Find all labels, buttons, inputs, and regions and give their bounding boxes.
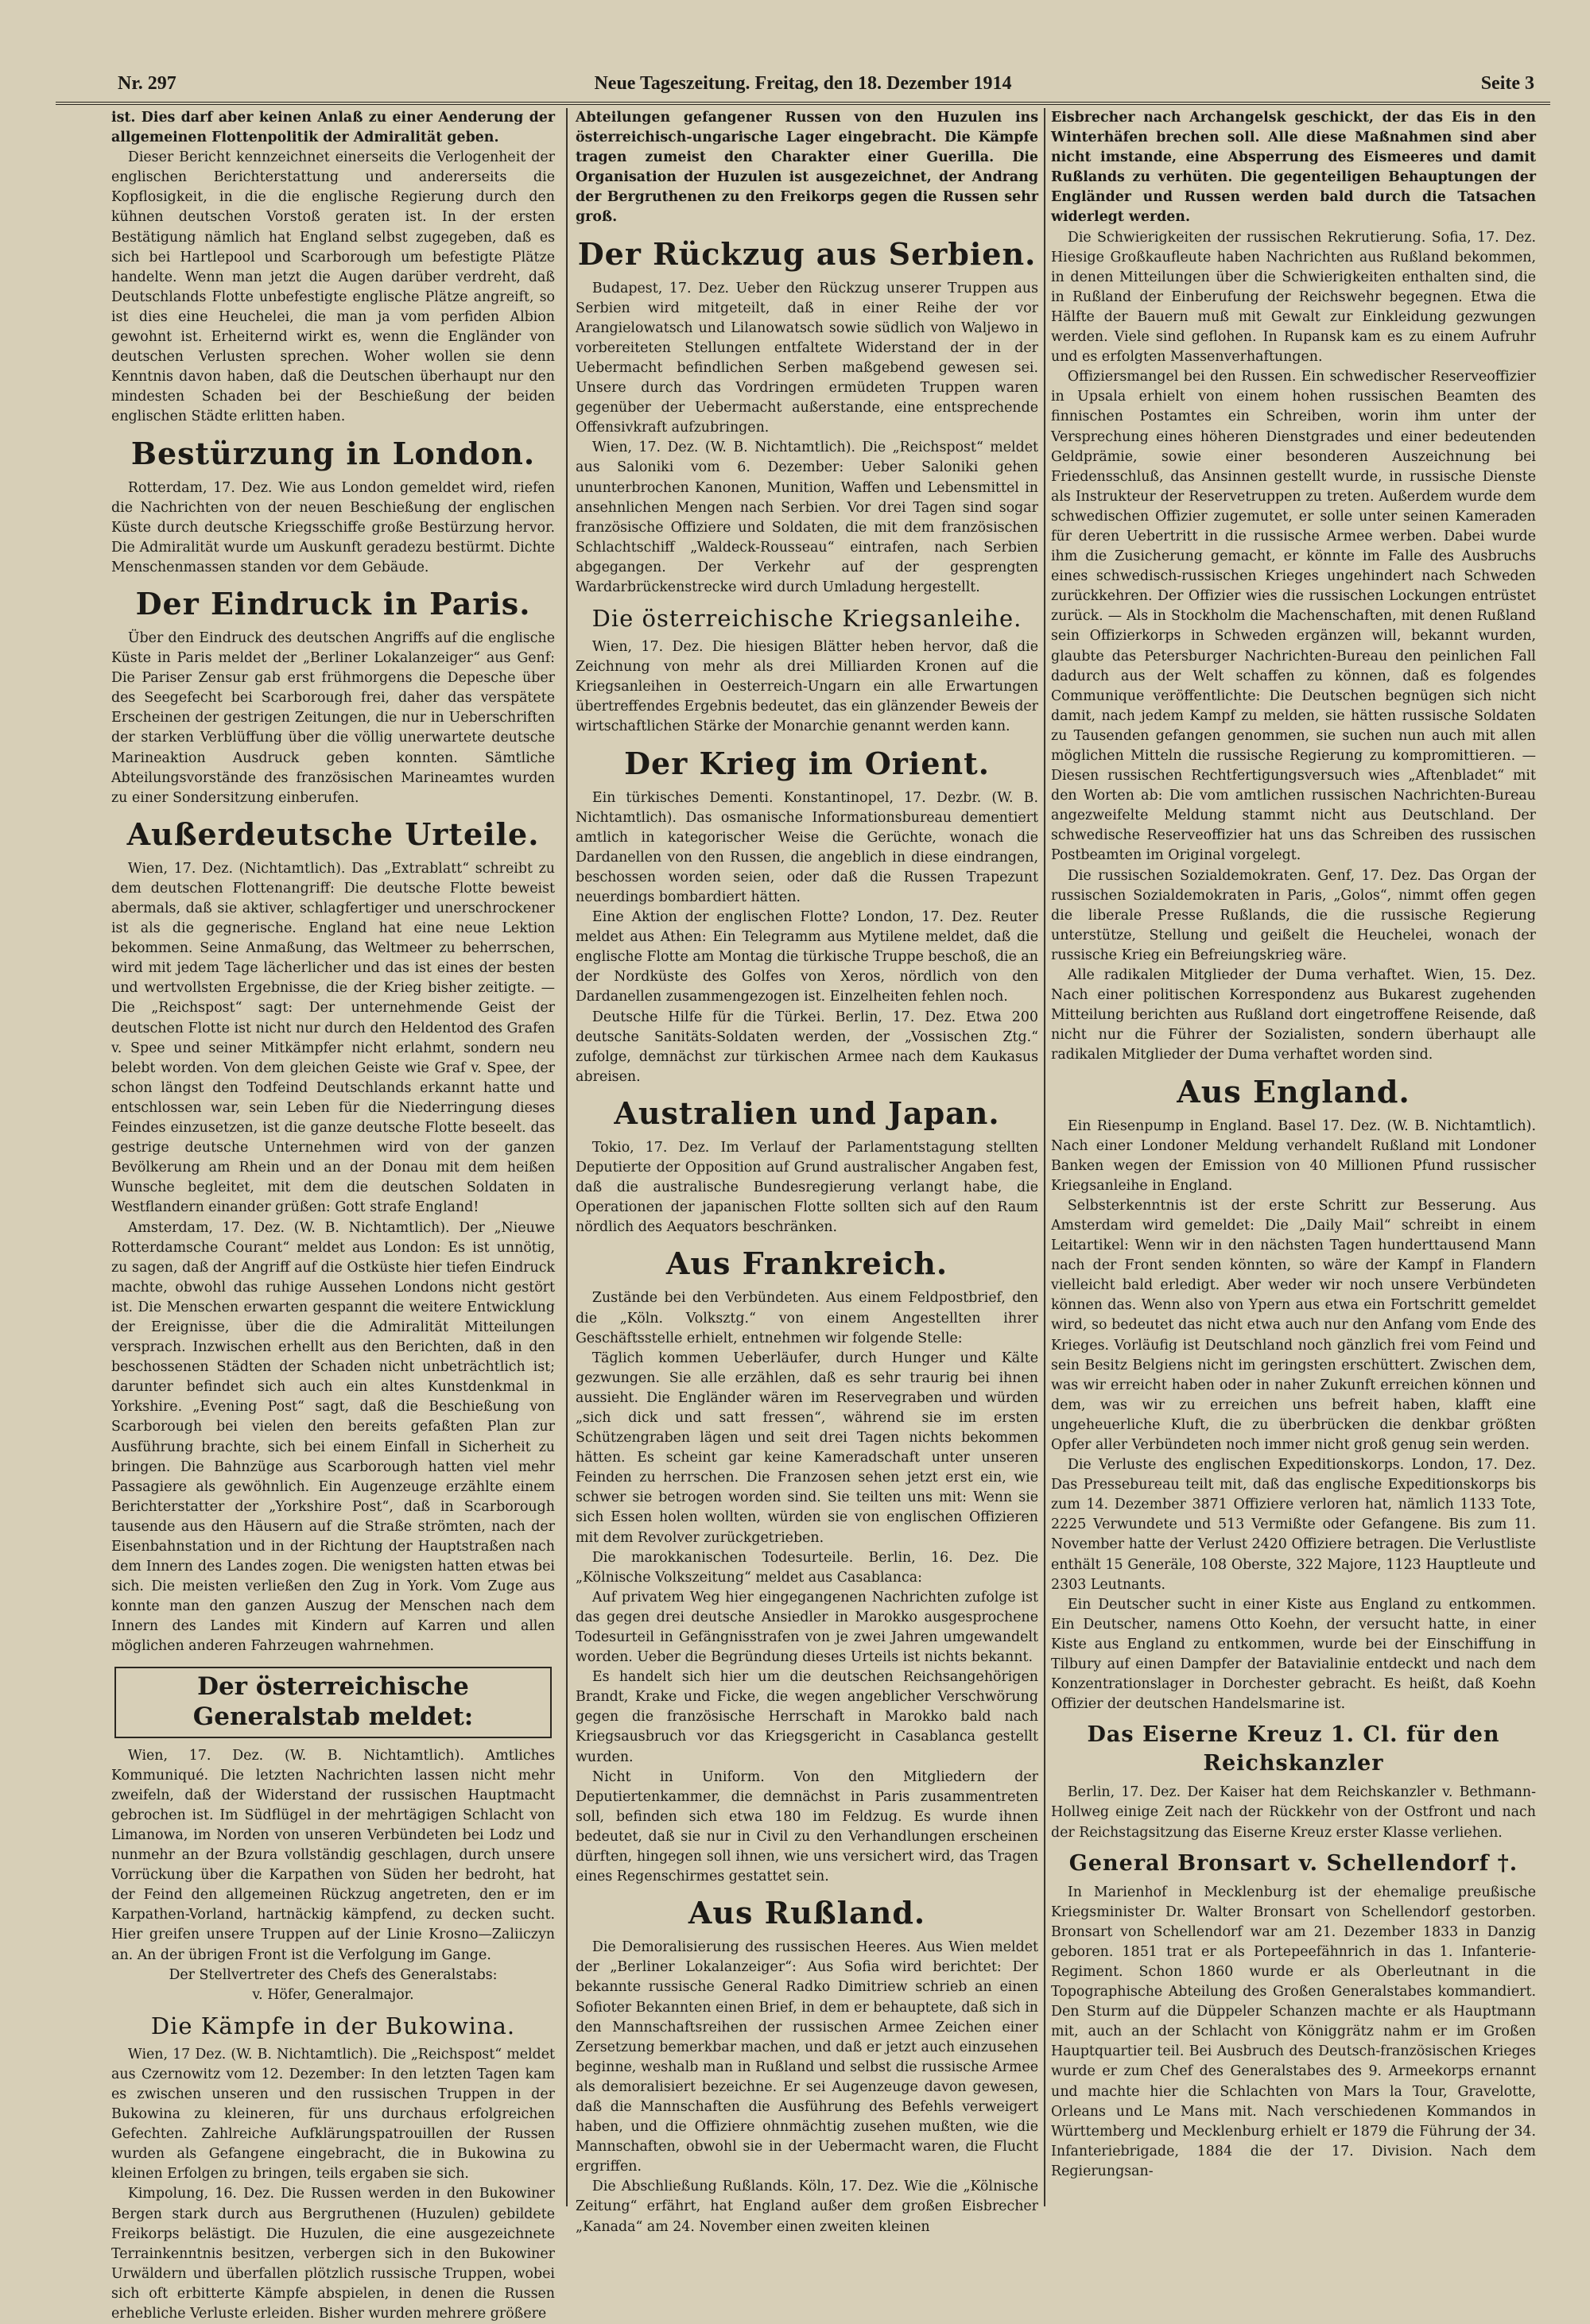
headline-serbien: Der Rückzug aus Serbien. (577, 235, 1037, 272)
article-paragraph: Kimpolung, 16. Dez. Die Russen werden in den Bukowiner Bergen stark durch aus Bergruthenen (Huzulen) gebildete Freikorps belästigt. Die Huzulen, die eine ausgezeichnete Terrainkenntnis besitzen, verbergen sich in den Bukowiner Urwäldern und überfallen plötzlich russische Truppen, wobei sich oft erbitterte Kämpfe abspielen, in denen die Russen erhebliche Verluste erleiden. Bisher wurden mehrere größere (111, 2186, 555, 2322)
article-paragraph: Zustände bei den Verbündeten. Aus einem Feldpostbrief, den die „Köln. Volksztg.“ von einem Angestellten ihrer Geschäftsstelle erhielt, entnehmen wir folgende Stelle: (576, 1290, 1038, 1346)
headline-london: Bestürzung in London. (130, 435, 536, 471)
article-paragraph: Eine Aktion der englischen Flotte? London, 17. Dez. Reuter meldet aus Athen: Ein Telegramm aus Mytilene meldet, daß die englische Flotte am Montag die türkische Truppe beschoß, die an der Nordküste des Golfes von Xeros, nördlich von den Dardanellen zusammengezogen ist. Einzelheiten fehlen noch. (576, 909, 1038, 1005)
article-paragraph: Auf privatem Weg hier eingegangenen Nachrichten zufolge ist das gegen drei deutsche Ansiedler in Marokko ausgesprochene Todesurteil in Gefängnisstrafen von je zwei Jahren umgewandelt worden. Ueber die Begründung dieses Urteils ist nichts bekannt. (576, 1589, 1038, 1666)
article-paragraph: In Marienhof in Mecklenburg ist der ehemalige preußische Kriegsminister Dr. Walter Bronsart von Schellendorf gestorben. Bronsart von Schellendorf war am 21. Dezember 1833 in Danzig geboren. 1851 trat er als Portepeefähnrich in das 1. Infanterie-Regiment. Schon 1860 wurde er als Oberleutnant in die Topographische Abteilung des Großen Generalstabes kommandiert. Den Sturm auf die Düppeler Schanzen machte er als Hauptmann mit, auch an der Schlacht von Königgrätz nahm er im Großen Hauptquartier teil. Bei Ausbruch des Deutsch-französischen Krieges wurde er zum Chef des Generalstabes des 9. Armeekorps ernannt und machte hier die Schlachten von Mars la Tour, Gravelotte, Orleans und Le Mans mit. Nach verschiedenen Kommandos in Württemberg und Mecklenburg erhielt er 1879 die Führung der 34. Infanteriebrigade, 1884 die der 17. Division. Nach dem Regierungsan- (1051, 1884, 1536, 2179)
headline-bukowina: Die Kämpfe in der Bukowina. (150, 2012, 516, 2039)
article-paragraph: Eisbrecher nach Archangelsk geschickt, der das Eis in den Winterhäfen brechen soll. Alle diese Maßnahmen sind aber nicht imstande, eine Absperrung des Eismeeres und damit Rußlands zu verhüten. Die gegenteiligen Behauptungen der Engländer und Russen werden bald durch die Tatsachen widerlegt werden. (1051, 110, 1536, 226)
article-paragraph: Rotterdam, 17. Dez. Wie aus London gemeldet wird, riefen die Nachrichten von der neuen Beschießung der englischen Küste durch deutsche Kriegsschiffe große Bestürzung hervor. Die Admiralität wurde um Auskunft geradezu bestürmt. Dichte Menschenmassen standen vor dem Gebäude. (111, 479, 555, 575)
column-3 (1051, 108, 1536, 2214)
article-paragraph: Ein türkisches Dementi. Konstantinopel, 17. Dezbr. (W. B. Nichtamtlich). Das osmanische Informationsbureau dementiert amtlich in kategorischer Weise die Gerüchte, wonach die Dardanellen von den Russen, die angeblich in diese eindrangen, beschossen worden seien, oder daß die Russen Trapezunt neuerdings bombardiert hätten. (576, 789, 1038, 905)
article-paragraph: ist. Dies darf aber keinen Anlaß zu einer Aenderung der allgemeinen Flottenpolitik der Admiralität geben. (111, 110, 555, 146)
article-paragraph: Ein Riesenpump in England. Basel 17. Dez. (W. B. Nichtamtlich). Nach einer Londoner Meldung verhandelt Rußland mit Londoner Banken wegen der Emission von 40 Millionen Pfund russischer Kriegsanleihe in England. (1051, 1117, 1536, 1194)
article-paragraph: Wien, 17. Dez. Die hiesigen Blätter heben hervor, daß die Zeichnung von mehr als drei Milliarden Kronen auf die Kriegsanleihen in Oesterreich-Ungarn ein alle Erwartungen übertreffendes Ergebnis bedeutet, das ein glänzender Beweis der wirtschaftlichen Stärke der Monarchie genannt werden kann. (576, 639, 1038, 735)
generalstab-box-title: Der österreichische Generalstab meldet: (114, 1667, 552, 1738)
headline-urteile: Außerdeutsche Urteile. (126, 815, 540, 852)
article-paragraph: Nicht in Uniform. Von den Mitgliedern der Deputiertenkammer, die demnächst in Paris zusammentreten soll, befinden sich etwa 180 im Feldzug. Es wurde ihnen bedeutet, daß sie nur in Civil zu den Verhandlungen erscheinen dürften, hingegen soll ihnen, wie uns versichert wird, das Tragen eines Regenschirmes gestattet sein. (576, 1768, 1038, 1885)
article-paragraph: Die Abschließung Rußlands. Köln, 17. Dez. Wie die „Kölnische Zeitung“ erfährt, hat England außer dem großen Eisbrecher „Kanada“ am 24. November einen zweiten kleinen (576, 2179, 1038, 2235)
headline-england: Aus England. (1177, 1073, 1410, 1110)
column-1 (111, 108, 555, 2322)
column-rule (1044, 108, 1045, 2206)
article-paragraph: Ein Deutscher sucht in einer Kiste aus England zu entkommen. Ein Deutscher, namens Otto Koehn, der versucht hatte, in einer Kiste aus England zu entkommen, wurde bei der Einschiffung in Tilbury auf einen Dampfer der Batavialinie entdeckt und nach dem Konzentrationslager in Dorchester gebracht. Es heißt, daß Koehn Offizier der deutschen Handelsmarine ist. (1051, 1596, 1536, 1713)
signature-line: Der Stellvertreter des Chefs des Generalstabs: (169, 1966, 498, 1983)
article-paragraph: Amsterdam, 17. Dez. (W. B. Nichtamtlich). Der „Nieuwe Rotterdamsche Courant“ meldet aus London: Es ist unnötig, zu sagen, daß der Angriff auf die Ostküste hier tiefen Eindruck machte, obwohl das ruhige Aussehen Londons nicht gestört ist. Die Menschen erwarten gespannt die weitere Entwicklung der Ereignisse, über die die Admiralität Mitteilungen versprach. Inzwischen erhellt aus den Berichten, daß in den beschossenen Städten der Schaden nicht unbeträchtlich ist; darunter befindet sich auch ein altes Kunstdenkmal in Yorkshire. „Evening Post“ sagt, daß die Beschießung von Scarborough bei vielen den bereits gefaßten Plan zur Ausführung brachte, sich bei einem Einfall in Sicherheit zu bringen. Die Bahnzüge aus Scarborough hatten viel mehr Passagiere als gewöhnlich. Ein Augenzeuge erzählte einem Berichterstatter der „Yorkshire Post“, daß in Scarborough tausende aus den Häusern auf die Straße strömten, nach der Eisenbahnstation und in der Richtung der Hauptstraßen nach dem Innern des Landes zogen. Die wenigsten hatten etwas bei sich. Die meisten verließen den Zug in York. Vom Zuge aus konnte man den ganzen Auszug der Menschen nach dem Innern des Landes mit Kindern auf Karren und allen möglichen anderen Fahrzeugen wahrnehmen. (111, 1219, 555, 1655)
article-paragraph: Über den Eindruck des deutschen Angriffs auf die englische Küste in Paris meldet der „Berliner Lokalanzeiger“ aus Genf: Die Pariser Zensur gab erst frühmorgens die Depesche über des Seegefecht bei Scarborough frei, daher das verspätete Erscheinen der gestrigen Zeitungen, die nur in Ueberschriften der starken Verblüffung über die völlig unerwartete deutsche Marineaktion Ausdruck geben konnten. Sämtliche Abteilungsvorstände des französischen Marineamtes wurden zu einer Sondersitzung einberufen. (111, 629, 555, 806)
article-paragraph: Die Verluste des englischen Expeditionskorps. London, 17. Dez. Das Pressebureau teilt mit, daß das englische Expeditionskorps bis zum 14. Dezember 3871 Offiziere verloren hat, nämlich 1133 Tote, 2225 Verwundete und 513 Vermißte oder Gefangene. Bis zum 11. November hatte der Verlust 2420 Offiziere betragen. Die Verlustliste enthält 15 Generäle, 108 Oberste, 322 Majore, 1123 Hauptleute und 2303 Leutnants. (1051, 1457, 1536, 1593)
article-paragraph: Die russischen Sozialdemokraten. Genf, 17. Dez. Das Organ der russischen Sozialdemokraten in Paris, „Golos“, nimmt offen gegen die liberale Presse Rußlands, die die russische Regierung unterstütze, Stellung und geißelt die Heuchelei, wonach der russische Krieg ein Befreiungskrieg wäre. (1051, 867, 1536, 963)
article-paragraph: Wien, 17. Dez. (W. B. Nichtamtlich). Amtliches Kommuniqué. Die letzten Nachrichten lassen nicht mehr zweifeln, daß der Widerstand der russischen Hauptmacht gebrochen ist. Im Südflügel in der mehrtägigen Schlacht von Limanowa, im Norden von unseren Verbündeten bei Lodz und nunmehr an der Bzura vollständig geschlagen, durch unsere Vorrückung über die Karpathen von Süden her bedroht, hat der Feind den allgemeinen Rückzug angetreten, den er im Karpathen-Vorland, hartnäckig kämpfend, zu decken sucht. Hier greifen unsere Truppen auf der Linie Krosno—Zaliiczyn an. An der übrigen Front ist die Verfolgung im Gange. (111, 1747, 555, 1963)
article-paragraph: Deutsche Hilfe für die Türkei. Berlin, 17. Dez. Etwa 200 deutsche Sanitäts-Soldaten werden, der „Vossischen Ztg.“ zufolge, demnächst zur türkischen Armee nach dem Kaukasus abreisen. (576, 1009, 1038, 1085)
article-paragraph: Wien, 17 Dez. (W. B. Nichtamtlich). Die „Reichspost“ meldet aus Czernowitz vom 12. Dezember: In den letzten Tagen kam es zwischen unseren und den russischen Truppen in der Bukowina zu kleineren, für uns durchaus erfolgreichen Gefechten. Zahlreiche Aufklärungspatrouillen der Russen wurden als Gefangene eingebracht, die in Bukowina zu kleinen Erfolgen zu bringen, teils ergaben sie sich. (111, 2046, 555, 2183)
issue-number: Nr. 297 (118, 73, 176, 94)
headline-japan: Australien und Japan. (614, 1094, 1000, 1131)
article-paragraph: Wien, 17. Dez. (W. B. Nichtamtlich). Die „Reichspost“ meldet aus Saloniki vom 6. Dezember: Ueber Saloniki gehen ununterbrochen Kanonen, Munition, Waffen und Lebensmittel in ansehnlichen Mengen nach Serbien. Vor drei Tagen sind sogar französische Offiziere und Soldaten, die mit dem französischen Schlachtschiff „Waldeck-Rousseau“ eintrafen, nach Serbien abgegangen. Der Verkehr auf der gesprengten Wardarbrückenstrecke wird durch Umladung hergestellt. (576, 440, 1038, 595)
headline-russland: Aus Rußland. (688, 1895, 926, 1931)
headline-orient: Der Krieg im Orient. (624, 745, 990, 781)
column-rule (566, 108, 568, 2206)
headline-kriegsanleihe: Die österreichische Kriegsanleihe. (591, 605, 1022, 633)
article-paragraph: Die Demoralisierung des russischen Heeres. Aus Wien meldet der „Berliner Lokalanzeiger“: Aus Sofia wird berichtet: Der bekannte russische General Radko Dimitriew schrieb an einen Sofioter Bekannten einen Brief, in dem er behauptete, daß sich in den Mannschaftsreihen der russischen Armee Zeichen einer Zersetzung bemerkbar machen, und daß er jetzt auch einzusehen beginne, weshalb man in Rußland und selbst die russische Armee als demoralisiert bezeichne. Er sei Augenzeuge davon gewesen, daß die Mannschaften die Ausführung des Befehls verweigert haben, und die Offiziere ohnmächtig zusehen mußten, wie die Mannschaften, obwohl sie in der Uebermacht waren, die Flucht ergriffen. (576, 1939, 1038, 2175)
article-paragraph: Selbsterkenntnis ist der erste Schritt zur Besserung. Aus Amsterdam wird gemeldet: Die „Daily Mail“ schreibt in einem Leitartikel: Wenn wir in den nächsten Tagen hunderttausend Mann nach der Front senden könnten, so wäre der Kampf in Flandern vielleicht bald erledigt. Aber weder wir noch unsere Verbündeten können das. Wenn also von Ypern aus etwa ein Fortschritt gemeldet wird, so bedeutet das nicht etwa auch nur den Anfang vom Ende des Krieges. Vorläufig ist Deutschland noch gänzlich frei vom Feind und sein Besitz Belgiens nicht im geringsten erschüttert. Zwischen dem, was wir erreicht haben oder in naher Zukunft erreichen können und dem, was wir zu erreichen uns befreit haben, klafft eine ungeheuerliche Kluft, die zu überbrücken die denkbar größten Opfer aller Verbündeten noch immer nicht groß genug sein werden. (1051, 1197, 1536, 1453)
article-paragraph: Tokio, 17. Dez. Im Verlauf der Parlamentstagung stellten Deputierte der Opposition auf Grund australischer Angaben fest, daß die australische Bundesregierung verlangt habe, die Operationen der japanischen Flotte sollten sich auf den Raum nördlich des Aequators beschränken. (576, 1139, 1038, 1236)
article-paragraph: Wien, 17. Dez. (Nichtamtlich). Das „Extrablatt“ schreibt zu dem deutschen Flottenangriff: Die deutsche Flotte beweist abermals, daß sie aktiver, schlagfertiger und unerschrockener ist als die gegnerische. England hat eine neue Lektion bekommen. Seine Anmaßung, das Weltmeer zu beherrschen, wird mit jedem Tage lächerlicher und das ist eines der besten und wertvollsten Ergebnisse, die der Krieg bisher zeitigte. — Die „Reichspost“ sagt: Der unternehmende Geist der deutschen Flotte ist nicht nur durch den Heldentod des Grafen v. Spee und seiner Mitkämpfer nicht erlahmt, sondern neu belebt worden. Von dem gleichen Geiste wie Graf v. Spee, der schon längst den Todfeind Deutschlands erkannt hatte und entschlossen war, sein Leben für die Niederringung dieses Feindes einzusetzen, ist die ganze deutsche Flotte beseelt. das gestrige deutsche Unternehmen wird von der ganzen Bevölkerung am Rhein und an der Donau mit dem heißen Wunsche begleitet, mit dem die deutschen Soldaten in Westflandern einander grüßen: Gott strafe England! (111, 860, 555, 1216)
article-paragraph: Offiziersmangel bei den Russen. Ein schwedischer Reserveoffizier in Upsala erhielt von einem hohen russischen Beamten des finnischen Postamtes ein Schreiben, worin ihm unter der Versprechung eines höheren Dienstgrades und einer bedeutenden Geldprämie, sowie einer besonderen Auszeichnung bei Friedensschluß, das Ansinnen gestellt wurde, in russische Dienste als Instrukteur der Reservetruppen zu treten. Außerdem wurde dem schwedischen Offizier zugemutet, er solle unter seinen Kameraden für deren Uebertritt in die russische Armee werben. Dabei wurde ihm die Zusicherung gemacht, er könnte im Falle des Ausbruchs eines schwedisch-russischen Krieges ungehindert nach Schweden zurückkehren. Der Offizier wies die russischen Lockungen entrüstet zurück. — Als in Stockholm die Machenschaften, mit denen Rußland sein Offizierkorps in Schweden ergänzen will, bekannt wurden, glaubte das Petersburger Nachrichten-Bureau den peinlichen Fall dadurch aus der Welt schaffen zu können, daß es folgendes Communique veröffentlichte: Die Deutschen begnügen sich nicht damit, nach jedem Kampf zu melden, sie hätten russische Soldaten zu Tausenden gefangen genommen, sie suchen nun auch mit allen möglichen Mitteln die russische Regierung zu kompromittieren. — Diesen russischen Rechtfertigungsversuch wies „Aftenbladet“ mit den Worten ab: Die vom amtlichen russischen Nachrichten-Bureau angezweifelte Meldung stammt nicht aus Deutschland. Der schwedische Reserveoffizier hat uns das Schreiben des russischen Postbeamten im Original vorgelegt. (1051, 369, 1536, 864)
headline-frankreich: Aus Frankreich. (665, 1245, 948, 1282)
page-number: Seite 3 (1480, 73, 1534, 94)
article-paragraph: Alle radikalen Mitglieder der Duma verhaftet. Wien, 15. Dez. Nach einer politischen Korrespondenz aus Bukarest zugehenden Mitteilung berichten aus Rußland dort eingetroffene Reisende, daß nicht nur die Führer der Sozialisten, sondern überhaupt alle radikalen Mitglieder der Duma verhaftet worden sind. (1051, 967, 1536, 1063)
article-paragraph: Täglich kommen Ueberläufer, durch Hunger und Kälte gezwungen. Sie alle erzählen, daß es sehr traurig bei ihnen aussieht. Die Engländer wären im Reservegraben und würden „sich dick und satt fressen“, während sie im ersten Schützengraben lägen und seit drei Tagen nichts bekommen hätten. Es scheint gar keine Kameradschaft unter unseren Feinden zu herrschen. Die Franzosen sehen jetzt erst ein, wie schwer sie betrogen worden sind. Sie teilten uns mit: Wenn sie sich Essen holen wollten, würden sie von englischen Offizieren mit dem Revolver zurückgetrieben. (576, 1350, 1038, 1546)
column-2 (576, 108, 1038, 2235)
headline-paris: Der Eindruck in Paris. (135, 585, 531, 622)
article-paragraph: Die Schwierigkeiten der russischen Rekrutierung. Sofia, 17. Dez. Hiesige Großkaufleute haben Nachrichten aus Rußland bekommen, in denen Mitteilungen über die Schwierigkeiten enthalten sind, die in Rußland der Einberufung der Reichswehr begegnen. Etwa die Hälfte der Bauern muß mit Gewalt zur Einkleidung gezwungen werden. Viele sind geflohen. In Rupansk kam es zu einem Aufruhr und es erfolgten Massenverhaftungen. (1051, 229, 1536, 366)
article-paragraph: Abteilungen gefangener Russen von den Huzulen ins österreichisch-ungarische Lager eingebracht. Die Kämpfe tragen zumeist den Charakter einer Guerilla. Die Organisation der Huzulen ist ausgezeichnet, der Andrang der Bergruthenen zu den Freikorps gegen die Russen sehr groß. (576, 110, 1038, 226)
article-paragraph: Es handelt sich hier um die deutschen Reichsangehörigen Brandt, Krake und Ficke, die wegen angeblicher Verschwörung gegen die französische Herrschaft in Marokko bald nach Kriegsausbruch vor das Kriegsgericht in Casablanca gestellt wurden. (576, 1669, 1038, 1765)
headline-bronsart: General Bronsart v. Schellendorf †. (1068, 1850, 1518, 1876)
article-paragraph: Budapest, 17. Dez. Ueber den Rückzug unserer Truppen aus Serbien wird mitgeteilt, daß in einer Reihe der vor Arangielowatsch und Lilanowatsch sowie südlich von Waljewo in vorbereiteten Stellungen entfaltete Widerstand der in der Uebermacht befindlichen Serben maßgebend gewesen sei. Unsere durch das Vordringen ermüdeten Truppen waren gegenüber der Uebermacht außerstande, eine entsprechende Offensivkraft aufzubringen. (576, 280, 1038, 436)
headline-eisernes-kreuz: Das Eiserne Kreuz 1. Cl. für den Reichskanzler (1087, 1722, 1500, 1776)
page-header (56, 70, 1550, 105)
masthead: Neue Tageszeitung. Freitag, den 18. Dezember 1914 (594, 73, 1012, 94)
article-paragraph: Berlin, 17. Dez. Der Kaiser hat dem Reichskanzler v. Bethmann-Hollweg einige Zeit nach der Rückkehr von der Ostfront und nach der Reichstagsitzung das Eiserne Kreuz erster Klasse verliehen. (1051, 1784, 1536, 1841)
article-paragraph: Die marokkanischen Todesurteile. Berlin, 16. Dez. Die „Kölnische Volkszeitung“ meldet aus Casablanca: (576, 1549, 1038, 1586)
article-paragraph: Dieser Bericht kennzeichnet einerseits die Verlogenheit der englischen Berichterstattung und andererseits die Kopflosigkeit, in die die englische Regierung durch den kühnen deutschen Vorstoß geraten ist. In der ersten Bestätigung nämlich hat England selbst zugegeben, daß es sich bei Hartlepool und Scarborough um befestigte Plätze handelte. Wenn man jetzt die Augen darüber verdreht, daß Deutschlands Flotte unbefestigte englische Plätze angreift, so ist dies eine Heuchelei, die man ja vom perfiden Albion gewohnt ist. Erheiternd wirkt es, wenn die Engländer von deutschen Verlusten sprechen. Woher wollen sie denn Kenntnis davon haben, daß die Deutschen überhaupt nur den mindesten Schaden bei der Beschießung der beiden englischen Städte erlitten haben. (111, 149, 555, 425)
signature-name: v. Höfer, Generalmajor. (252, 1986, 414, 2003)
